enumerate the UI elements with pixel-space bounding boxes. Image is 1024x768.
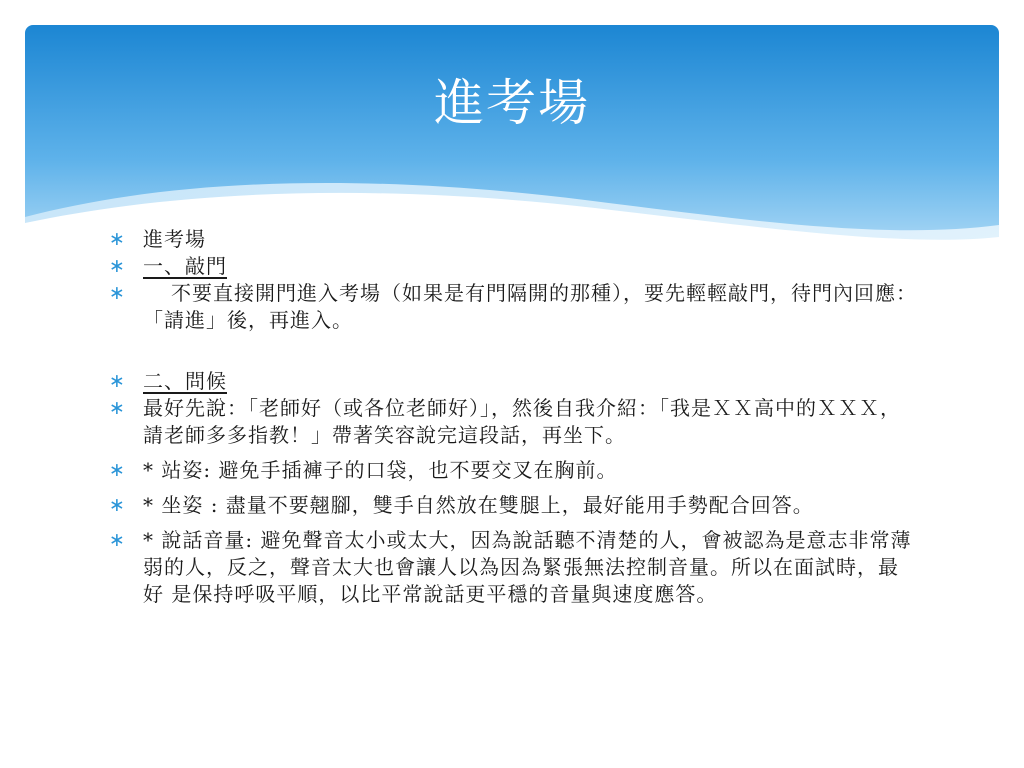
bullet-text: * 說話音量: 避免聲音太小或太大，因為說話聽不清楚的人，會被認為是意志非常薄弱的人，反之，聲音太大也會讓人以為因為緊張無法控制音量。所以在面試時，最好 是保持呼吸平順，以比平常說話更平穩的音量與速度應答。 [143,528,912,606]
bullet-icon: ∗ [109,397,126,419]
list-item [107,527,917,608]
bullet-list [107,226,917,608]
bullet-icon: ∗ [109,529,126,551]
bullet-icon: ∗ [109,459,126,481]
list-item [107,395,917,449]
bullet-text: 進考場 [143,227,206,251]
bullet-text: * 坐姿 : 盡量不要翹腳，雙手自然放在雙腿上，最好能用手勢配合回答。 [143,493,814,517]
list-item [107,253,917,280]
bullet-text: * 站姿: 避免手插褲子的口袋，也不要交叉在胸前。 [143,458,618,482]
bullet-icon: ∗ [109,494,126,516]
bullet-icon: ∗ [109,370,126,392]
bullet-text: 不要直接開門進入考場（如果是有門隔開的那種），要先輕輕敲門，待門內回應：「請進」後，再進入。 [143,281,917,332]
list-item [107,492,917,519]
bullet-text: 最好先說：「老師好（或各位老師好）」，然後自我介紹：「我是ＸＸ高中的ＸＸＸ，請老師多多指教！」帶著笑容說完這段話，再坐下。 [143,396,901,447]
list-item [107,457,917,484]
list-item [107,368,917,395]
section-heading: 一、敲門 [143,254,227,278]
list-item [107,280,917,334]
bullet-icon: ∗ [109,255,126,277]
slide-body [107,226,917,608]
bullet-icon: ∗ [109,282,126,304]
section-heading: 二、問候 [143,369,227,393]
list-item [107,226,917,253]
slide-title: 進考場 [434,74,590,132]
bullet-icon: ∗ [109,228,126,250]
